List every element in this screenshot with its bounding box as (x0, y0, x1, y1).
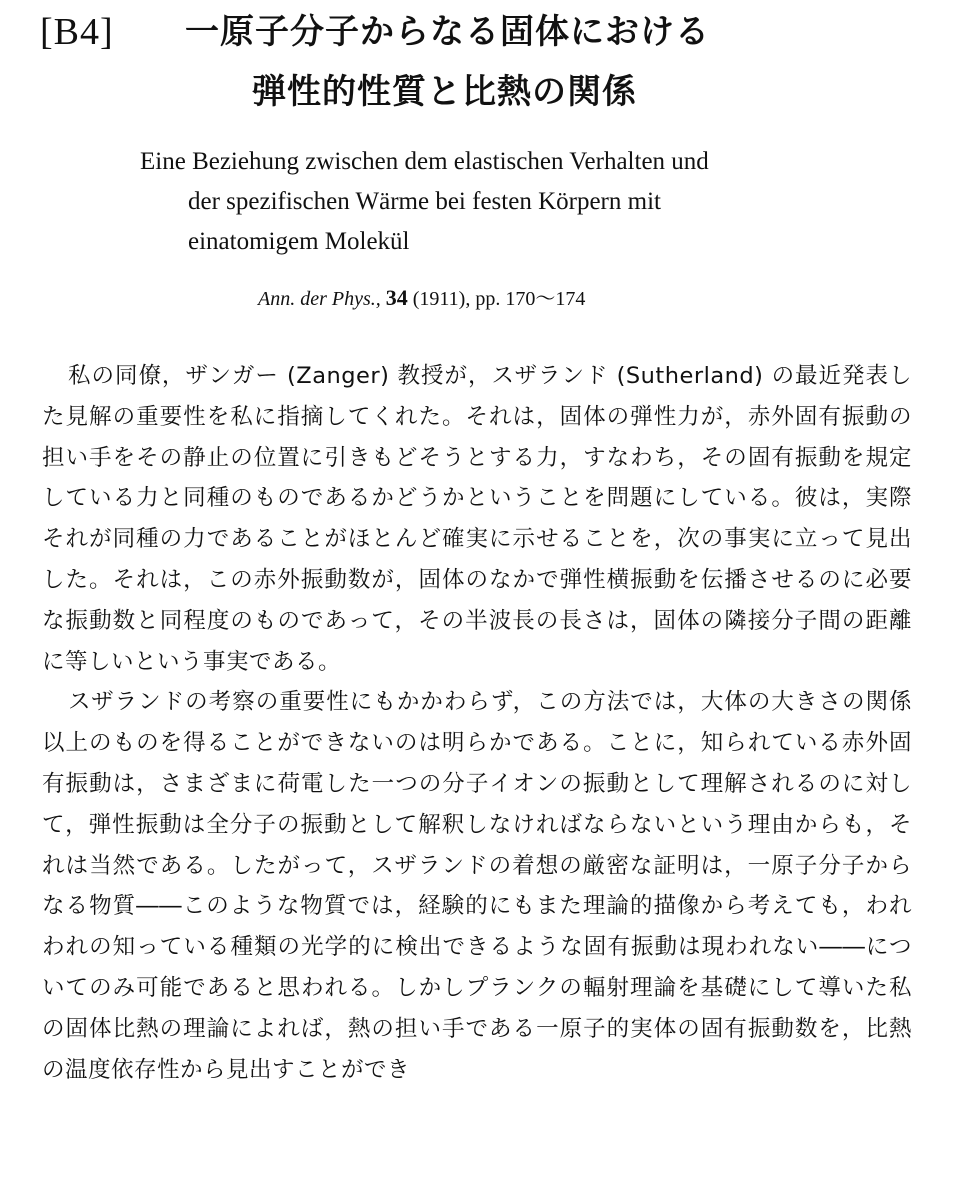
citation-year-pages: (1911), pp. 170～174 (412, 288, 586, 310)
japanese-title-line-1: 一原子分子からなる固体における (185, 12, 710, 52)
german-title (140, 142, 800, 262)
citation-journal: Ann. der Phys., (258, 288, 381, 310)
paragraph-1: 私の同僚，ザンガー (Zanger) 教授が，スザランド (Sutherland) の最近発表した見解の重要性を私に指摘してくれた。それは，固体の弾性力が，赤外固有振動の担い手をその静止の位置に引きもどそうとする力，すなわち，その固有振動を規定している力と同種のものであるかどうかということを問題にしている。彼は，実際それが同種の力であることがほとんど確実に示せることを，次の事実に立って見出した。それは，この赤外振動数が，固体のなかで弾性横振動を伝播させるのに必要な振動数と同程度のものであって，その半波長の長さは，固体の隣接分子間の距離に等しいという事実である。 (42, 363, 912, 675)
citation-volume: 34 (385, 285, 408, 310)
japanese-title-line-2: 弾性的性質と比熱の関係 (252, 72, 637, 112)
citation (258, 283, 585, 314)
article-label: [B4] (40, 11, 114, 53)
paragraph-2: スザランドの考察の重要性にもかかわらず，この方法では，大体の大きさの関係以上のものを得ることができないのは明らかである。ことに，知られている赤外固有振動は，さまざまに荷電した一つの分子イオンの振動として理解されるのに対して，弾性振動は全分子の振動として解釈しなければならないという理由からも，それは当然である。したがって，スザランドの着想の厳密な証明は，一原子分子からなる物質――このような物質では，経験的にもまた理論的描像から考えても，われわれの知っている種類の光学的に検出できるような固有振動は現われない――についてのみ可能であると思われる。しかしプランクの輻射理論を基礎にして導いた私の固体比熱の理論によれば，熱の担い手である一原子的実体の固有振動数を，比熱の温度依存性から見出すことができ (42, 689, 912, 1083)
german-title-line-1: Eine Beziehung zwischen dem elastischen Verhalten und (140, 148, 709, 175)
german-title-line-3: einatomigem Molekül (188, 228, 410, 255)
body-text (42, 356, 912, 1090)
german-title-line-2: der spezifischen Wärme bei festen Körpern mit (188, 188, 661, 215)
